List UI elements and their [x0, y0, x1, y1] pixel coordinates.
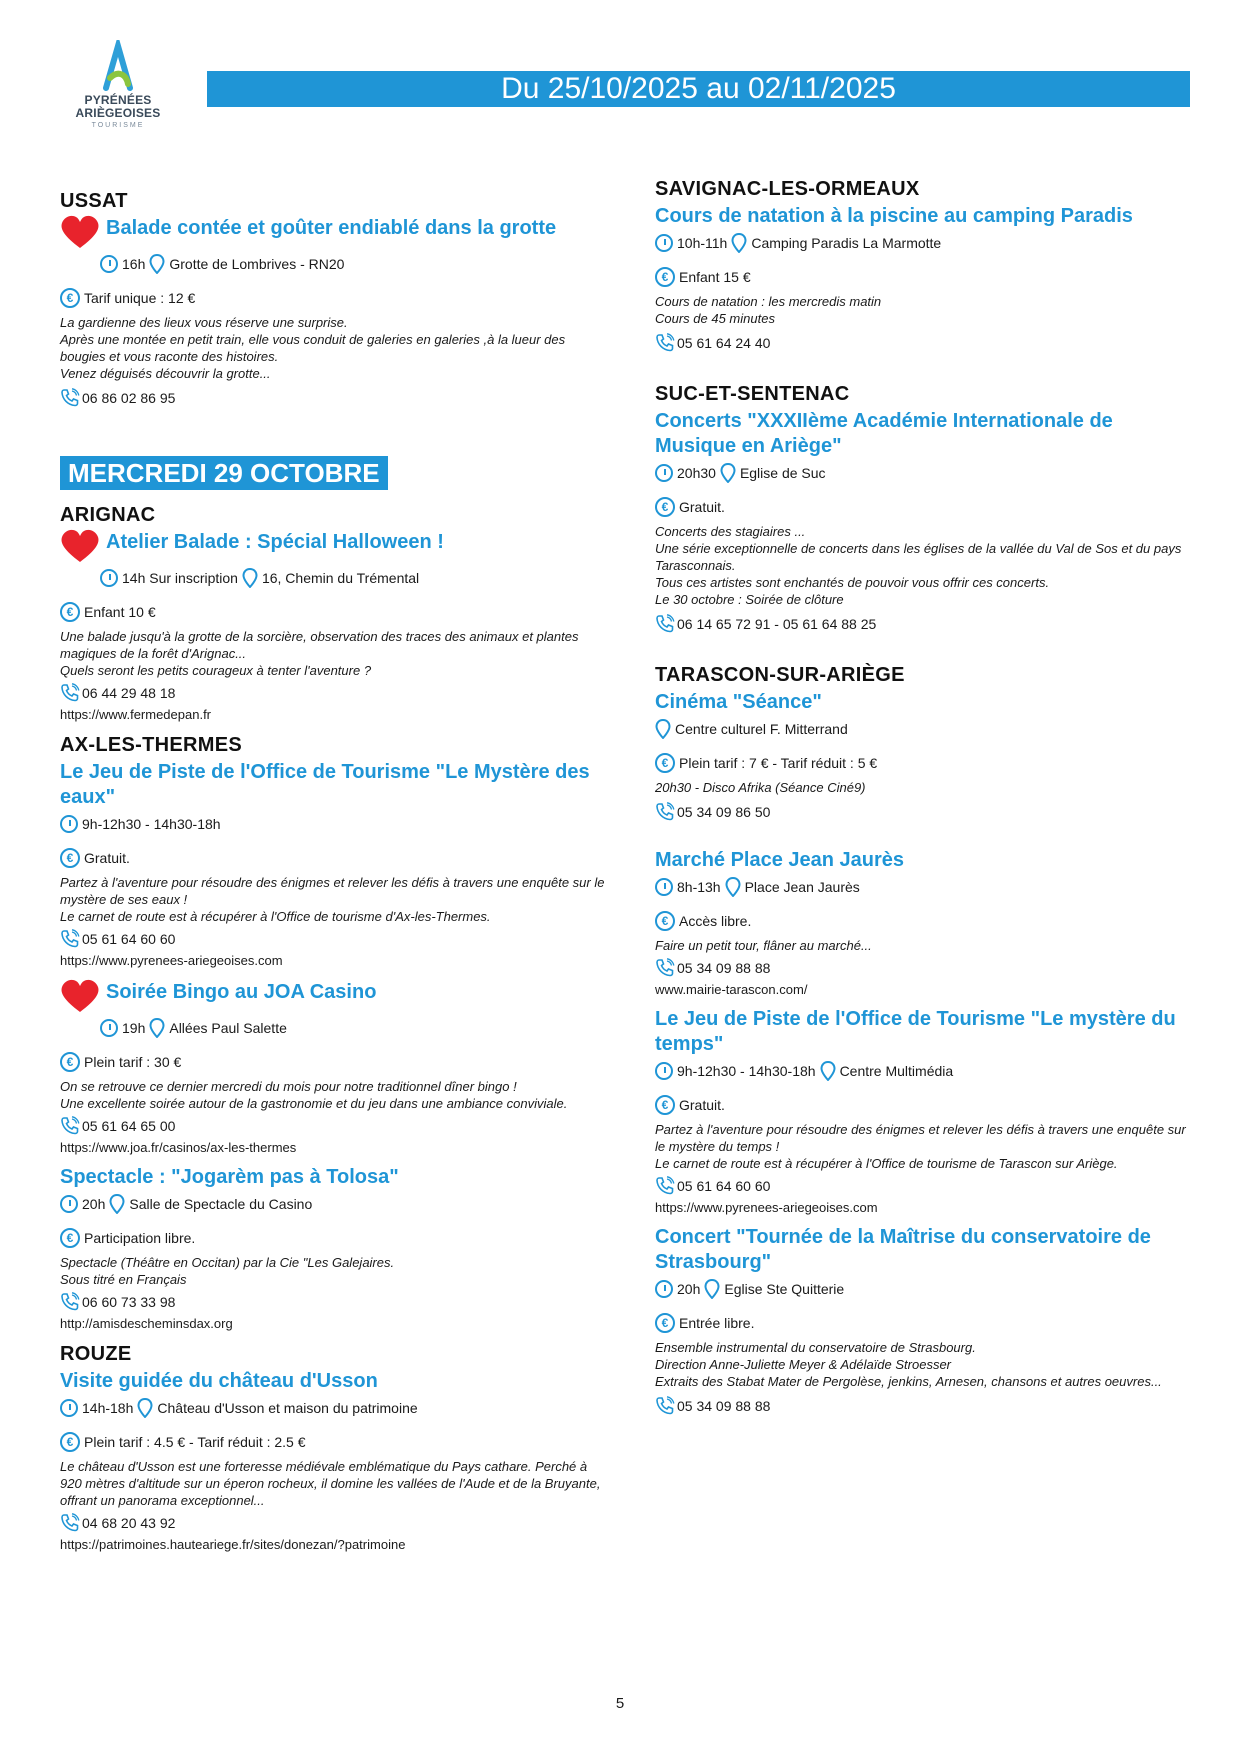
logo-mark-icon — [98, 40, 138, 94]
phone-icon — [655, 958, 675, 978]
event-time-place — [655, 233, 1195, 253]
event-arignac — [60, 528, 605, 722]
event-phone — [655, 802, 1195, 822]
logo — [70, 40, 166, 129]
event-place: Centre Multimédia — [839, 1063, 954, 1079]
town-heading: ROUZE — [60, 1343, 132, 1365]
event-time-place — [655, 1279, 1195, 1299]
event-title[interactable]: Atelier Balade : Spécial Halloween ! — [106, 531, 444, 553]
desc-line: Le château d'Usson est une forteresse médiévale emblématique du Pays cathare. Perché à 920 mètres d'altitude sur un éperon rocheux, il domine les vallées de l'Aude et de la Bruyante, offrant un panorama exceptionnel... — [60, 1459, 601, 1508]
clock-icon — [100, 255, 118, 273]
event-time: 8h-13h — [677, 879, 721, 895]
location-pin-icon — [149, 1018, 165, 1038]
event-description — [655, 293, 1195, 327]
desc-line: Partez à l'aventure pour résoudre des énigmes et relever les défis à travers une enquête sur le mystère du temps ! — [655, 1122, 1186, 1154]
event-title[interactable]: Le Jeu de Piste de l'Office de Tourisme "Le mystère du temps" — [655, 1008, 1176, 1055]
event-url[interactable]: https://www.joa.fr/casinos/ax-les-thermes — [60, 1140, 297, 1155]
desc-line: 20h30 - Disco Afrika (Séance Ciné9) — [655, 780, 866, 795]
event-time: 20h30 — [677, 465, 716, 481]
phone-icon — [60, 929, 80, 949]
event-time-place — [60, 814, 605, 834]
event-place-row — [655, 719, 1195, 739]
clock-icon — [60, 1195, 78, 1213]
phone-number[interactable]: 06 60 73 33 98 — [82, 1294, 176, 1310]
phone-icon — [60, 1513, 80, 1533]
event-price — [60, 1052, 605, 1072]
event-ax-1 — [60, 760, 605, 968]
event-time-place — [655, 463, 1195, 483]
left-column — [60, 188, 605, 1562]
event-phone — [60, 388, 605, 408]
event-price-text: Enfant 15 € — [679, 269, 751, 285]
phone-icon — [655, 333, 675, 353]
event-description — [60, 1254, 605, 1288]
desc-line: Le carnet de route est à récupérer à l'Office de tourisme d'Ax-les-Thermes. — [60, 909, 491, 924]
event-description — [655, 1339, 1195, 1390]
desc-line: Extraits des Stabat Mater de Pergolèse, jenkins, Arnesen, chansons et autres oeuvres... — [655, 1374, 1162, 1389]
event-time-place — [60, 568, 605, 588]
location-pin-icon — [731, 233, 747, 253]
heart-icon — [60, 978, 100, 1014]
location-pin-icon — [704, 1279, 720, 1299]
euro-icon: € — [60, 1052, 80, 1072]
event-price — [655, 267, 1195, 287]
event-title[interactable]: Soirée Bingo au JOA Casino — [106, 981, 377, 1003]
desc-line: Tous ces artistes sont enchantés de pouvoir vous offrir ces concerts. — [655, 575, 1050, 590]
euro-icon: € — [60, 1432, 80, 1452]
event-price-text: Plein tarif : 30 € — [84, 1054, 182, 1070]
right-column — [655, 176, 1195, 1426]
phone-icon — [655, 1176, 675, 1196]
location-pin-icon — [720, 463, 736, 483]
event-phone — [60, 1116, 605, 1136]
location-pin-icon — [242, 568, 258, 588]
event-time: 14h Sur inscription — [122, 570, 238, 586]
euro-icon: € — [655, 497, 675, 517]
event-place: Eglise Ste Quitterie — [724, 1281, 845, 1297]
euro-icon: € — [655, 1095, 675, 1115]
event-price-text: Participation libre. — [84, 1230, 196, 1246]
location-pin-icon — [655, 719, 671, 739]
event-description — [60, 314, 605, 382]
euro-icon: € — [655, 267, 675, 287]
phone-icon — [60, 1292, 80, 1312]
event-place: Château d'Usson et maison du patrimoine — [157, 1400, 418, 1416]
desc-line: La gardienne des lieux vous réserve une surprise. — [60, 315, 348, 330]
event-phone — [60, 1292, 605, 1312]
event-description — [60, 1078, 605, 1112]
desc-line: Le carnet de route est à récupérer à l'Office de tourisme de Tarascon sur Ariège. — [655, 1156, 1118, 1171]
euro-icon: € — [655, 753, 675, 773]
event-price — [655, 497, 1195, 517]
event-phone — [655, 614, 1195, 634]
event-phone — [655, 1396, 1195, 1416]
event-place: Salle de Spectacle du Casino — [129, 1196, 313, 1212]
town-heading: AX-LES-THERMES — [60, 734, 242, 756]
desc-line: Sous titré en Français — [60, 1272, 187, 1287]
event-ax-3 — [60, 1165, 605, 1331]
event-title[interactable]: Marché Place Jean Jaurès — [655, 849, 905, 871]
euro-icon: € — [60, 848, 80, 868]
desc-line: Une excellente soirée autour de la gastronomie et du jeu dans une ambiance conviviale. — [60, 1096, 568, 1111]
location-pin-icon — [820, 1061, 836, 1081]
clock-icon — [655, 234, 673, 252]
location-pin-icon — [137, 1398, 153, 1418]
event-place: Grotte de Lombrives - RN20 — [169, 256, 345, 272]
event-suc — [655, 409, 1195, 634]
clock-icon — [60, 815, 78, 833]
event-price-text: Gratuit. — [84, 850, 130, 866]
town-heading: SAVIGNAC-LES-ORMEAUX — [655, 178, 920, 200]
euro-icon: € — [60, 1228, 80, 1248]
event-phone — [60, 683, 605, 703]
event-title[interactable]: Visite guidée du château d'Usson — [60, 1370, 378, 1392]
clock-icon — [655, 1280, 673, 1298]
desc-line: Quels seront les petits courageux à tenter l'aventure ? — [60, 663, 372, 678]
event-time: 20h — [677, 1281, 701, 1297]
event-price — [60, 288, 605, 308]
event-place: Centre culturel F. Mitterrand — [675, 721, 848, 737]
clock-icon — [100, 1019, 118, 1037]
event-phone — [60, 1513, 605, 1533]
event-ussat — [60, 214, 605, 408]
event-description — [60, 1458, 605, 1509]
town-heading: ARIGNAC — [60, 504, 156, 526]
event-title[interactable]: Spectacle : "Jogarèm pas à Tolosa" — [60, 1166, 399, 1188]
heart-icon — [60, 214, 100, 250]
event-time: 9h-12h30 - 14h30-18h — [677, 1063, 816, 1079]
event-title[interactable]: Concert "Tournée de la Maîtrise du conservatoire de Strasbourg" — [655, 1226, 1151, 1273]
event-price-text: Plein tarif : 7 € - Tarif réduit : 5 € — [679, 755, 878, 771]
town-heading: SUC-ET-SENTENAC — [655, 383, 850, 405]
event-tarascon-4 — [655, 1225, 1195, 1416]
event-price — [655, 1095, 1195, 1115]
event-time-place — [60, 1018, 605, 1038]
event-price — [655, 911, 1195, 931]
phone-icon — [655, 1396, 675, 1416]
euro-icon: € — [60, 288, 80, 308]
event-description — [60, 628, 605, 679]
euro-icon: € — [655, 1313, 675, 1333]
clock-icon — [655, 1062, 673, 1080]
event-tarascon-3 — [655, 1007, 1195, 1215]
phone-number[interactable]: 05 34 09 88 88 — [677, 960, 771, 976]
logo-line-2: ARIÈGEOISES — [75, 106, 161, 120]
event-price — [60, 1432, 605, 1452]
date-range-banner: Du 25/10/2025 au 02/11/2025 — [207, 71, 1190, 107]
location-pin-icon — [149, 254, 165, 274]
location-pin-icon — [725, 877, 741, 897]
event-price-text: Entrée libre. — [679, 1315, 755, 1331]
desc-line: Une balade jusqu'à la grotte de la sorcière, observation des traces des animaux et plantes magiques de la forêt d'Arignac... — [60, 629, 579, 661]
phone-icon — [60, 388, 80, 408]
phone-number[interactable]: 05 34 09 86 50 — [677, 804, 771, 820]
heart-icon — [60, 528, 100, 564]
event-title[interactable]: Concerts "XXXIIème Académie Internationale de Musique en Ariège" — [655, 410, 1113, 457]
event-time: 9h-12h30 - 14h30-18h — [82, 816, 221, 832]
clock-icon — [60, 1399, 78, 1417]
event-phone — [60, 929, 605, 949]
phone-icon — [655, 614, 675, 634]
event-description — [655, 779, 1195, 796]
desc-line: Concerts des stagiaires ... — [655, 524, 806, 539]
phone-number[interactable]: 04 68 20 43 92 — [82, 1515, 176, 1531]
phone-icon — [655, 802, 675, 822]
town-heading: USSAT — [60, 190, 128, 212]
desc-line: Spectacle (Théâtre en Occitan) par la Cie "Les Galejaires. — [60, 1255, 395, 1270]
event-time: 19h — [122, 1020, 146, 1036]
event-description — [655, 937, 1195, 954]
event-url[interactable]: www.mairie-tarascon.com/ — [655, 982, 808, 997]
phone-icon — [60, 683, 80, 703]
event-rouze — [60, 1369, 605, 1552]
phone-number[interactable]: 05 34 09 88 88 — [677, 1398, 771, 1414]
event-description — [655, 523, 1195, 608]
event-title[interactable]: Cours de natation à la piscine au camping Paradis — [655, 205, 1133, 227]
logo-line-3: TOURISME — [91, 122, 145, 129]
logo-line-1: PYRÉNÉES — [84, 93, 152, 107]
event-place: Allées Paul Salette — [169, 1020, 287, 1036]
event-place: Camping Paradis La Marmotte — [751, 235, 942, 251]
event-time-place — [60, 1194, 605, 1214]
event-time-place — [655, 1061, 1195, 1081]
desc-line: Cours de natation : les mercredis matin — [655, 294, 882, 309]
event-place: 16, Chemin du Trémental — [261, 570, 420, 586]
location-pin-icon — [109, 1194, 125, 1214]
event-url[interactable]: https://patrimoines.hauteariege.fr/sites/donezan/?patrimoine — [60, 1537, 406, 1552]
event-time: 10h-11h — [677, 235, 728, 251]
town-heading: TARASCON-SUR-ARIÈGE — [655, 664, 905, 686]
euro-icon: € — [655, 911, 675, 931]
event-place: Eglise de Suc — [739, 465, 826, 481]
desc-line: Ensemble instrumental du conservatoire de Strasbourg. — [655, 1340, 976, 1355]
desc-line: Faire un petit tour, flâner au marché... — [655, 938, 872, 953]
page-number: 5 — [615, 1695, 625, 1712]
phone-number[interactable]: 05 61 64 65 00 — [82, 1118, 176, 1134]
event-url[interactable]: https://www.pyrenees-ariegeoises.com — [60, 953, 283, 968]
clock-icon — [655, 464, 673, 482]
phone-icon — [60, 1116, 80, 1136]
phone-number[interactable]: 06 44 29 48 18 — [82, 685, 176, 701]
event-price — [655, 753, 1195, 773]
event-description — [655, 1121, 1195, 1172]
clock-icon — [655, 878, 673, 896]
phone-number[interactable]: 06 86 02 86 95 — [82, 390, 176, 406]
event-price — [60, 1228, 605, 1248]
event-tarascon-2 — [655, 848, 1195, 997]
event-time-place — [60, 254, 605, 274]
event-price — [655, 1313, 1195, 1333]
event-price-text: Gratuit. — [679, 1097, 725, 1113]
desc-line: Direction Anne-Juliette Meyer & Adélaïde Stroesser — [655, 1357, 952, 1372]
event-time: 20h — [82, 1196, 106, 1212]
phone-number[interactable]: 05 61 64 24 40 — [677, 335, 771, 351]
desc-line: Le 30 octobre : Soirée de clôture — [655, 592, 844, 607]
event-time-place — [655, 877, 1195, 897]
phone-number[interactable]: 05 61 64 60 60 — [82, 931, 176, 947]
event-phone — [655, 333, 1195, 353]
event-url[interactable]: https://www.fermedepan.fr — [60, 707, 212, 722]
event-time-place — [60, 1398, 605, 1418]
desc-line: Une série exceptionnelle de concerts dans les églises de la vallée du Val de Sos et du pays Tarasconnais. — [655, 541, 1182, 573]
clock-icon — [100, 569, 118, 587]
event-time: 14h-18h — [82, 1400, 134, 1416]
desc-line: Après une montée en petit train, elle vous conduit de galeries en galeries ,à la lueur des bougies et vous raconte des histoires. — [60, 332, 566, 364]
event-price — [60, 848, 605, 868]
event-ax-2 — [60, 978, 605, 1155]
event-phone — [655, 958, 1195, 978]
event-price-text: Accès libre. — [679, 913, 752, 929]
event-time: 16h — [122, 256, 146, 272]
event-description — [60, 874, 605, 925]
phone-number[interactable]: 06 14 65 72 91 - 05 61 64 88 25 — [677, 616, 877, 632]
day-banner: MERCREDI 29 OCTOBRE — [60, 456, 388, 490]
event-url[interactable]: https://www.pyrenees-ariegeoises.com — [655, 1200, 878, 1215]
event-price-text: Plein tarif : 4.5 € - Tarif réduit : 2.5 € — [84, 1434, 306, 1450]
event-price-text: Gratuit. — [679, 499, 725, 515]
event-place: Place Jean Jaurès — [744, 879, 860, 895]
desc-line: Venez déguisés découvrir la grotte... — [60, 366, 271, 381]
event-tarascon-1 — [655, 690, 1195, 822]
event-price-text: Enfant 10 € — [84, 604, 156, 620]
event-title[interactable]: Cinéma "Séance" — [655, 691, 822, 713]
event-title[interactable]: Le Jeu de Piste de l'Office de Tourisme "Le Mystère des eaux" — [60, 761, 590, 808]
event-price-text: Tarif unique : 12 € — [84, 290, 196, 306]
phone-number[interactable]: 05 61 64 60 60 — [677, 1178, 771, 1194]
event-savignac — [655, 204, 1195, 353]
event-title[interactable]: Balade contée et goûter endiablé dans la grotte — [106, 217, 557, 239]
desc-line: Cours de 45 minutes — [655, 311, 775, 326]
euro-icon: € — [60, 602, 80, 622]
desc-line: Partez à l'aventure pour résoudre des énigmes et relever les défis à travers une enquête sur le mystère de ses eaux ! — [60, 875, 605, 907]
desc-line: On se retrouve ce dernier mercredi du mois pour notre traditionnel dîner bingo ! — [60, 1079, 517, 1094]
event-price — [60, 602, 605, 622]
event-phone — [655, 1176, 1195, 1196]
event-url[interactable]: http://amisdescheminsdax.org — [60, 1316, 233, 1331]
